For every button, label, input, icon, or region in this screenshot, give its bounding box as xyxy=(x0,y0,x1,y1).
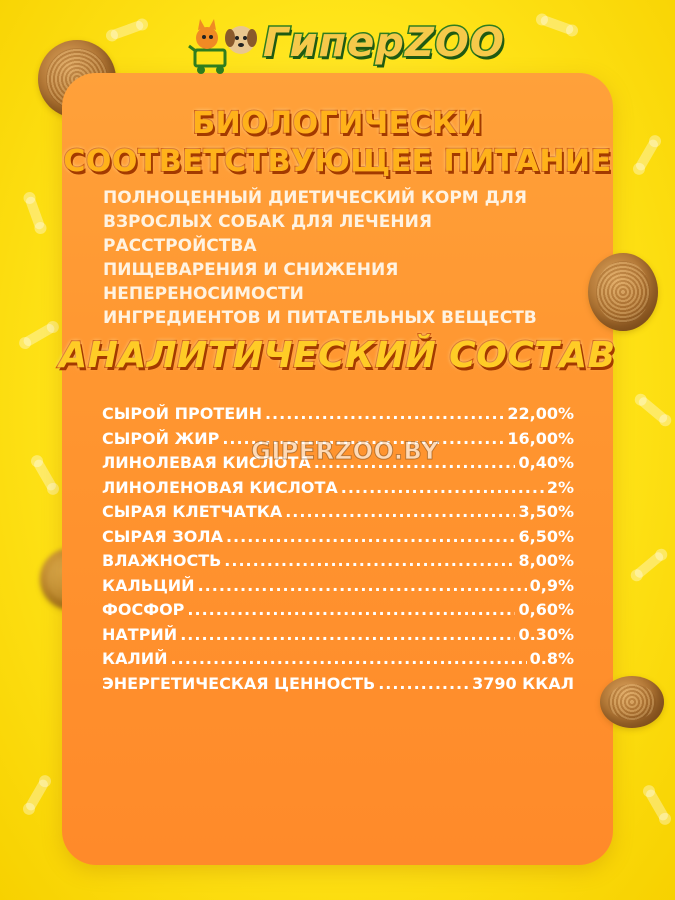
dot-leader xyxy=(226,527,516,546)
nutrient-name: НАТРИЙ xyxy=(102,624,178,644)
nutrient-name: ЛИНОЛЕНОВАЯ КИСЛОТА xyxy=(102,477,338,497)
bone-icon xyxy=(32,458,58,492)
analysis-heading: АНАЛИТИЧЕСКИЙ СОСТАВ xyxy=(59,335,616,376)
nutrient-value: 3,50% xyxy=(518,502,574,521)
dot-leader xyxy=(224,551,515,570)
bone-icon xyxy=(109,19,144,40)
dot-leader xyxy=(285,502,515,521)
table-row xyxy=(102,600,574,625)
dot-leader xyxy=(222,429,504,448)
bone-icon xyxy=(644,788,670,822)
nutrient-name: СЫРАЯ ЗОЛА xyxy=(102,526,223,546)
bone-icon xyxy=(633,550,665,580)
kibble-image xyxy=(600,676,664,728)
nutrient-value: 0,40% xyxy=(518,453,574,472)
table-row xyxy=(102,502,574,527)
title-line-2: СООТВЕТСТВУЮЩЕЕ ПИТАНИЕ xyxy=(63,144,612,179)
composition-table xyxy=(102,404,574,698)
table-row xyxy=(102,674,574,699)
dot-leader xyxy=(187,600,515,619)
dot-leader xyxy=(378,674,469,693)
description-line: ПИЩЕВАРЕНИЯ И СНИЖЕНИЯ НЕПЕРЕНОСИМОСТИ xyxy=(103,260,399,304)
title-line-1: БИОЛОГИЧЕСКИ xyxy=(192,106,483,141)
logo-wordmark: ГиперZOO xyxy=(263,20,505,66)
table-row xyxy=(102,404,574,429)
nutrient-name: КАЛИЙ xyxy=(102,649,168,668)
nutrient-name: ФОСФОР xyxy=(102,600,185,619)
nutrient-value: 6,50% xyxy=(518,526,574,546)
nutrient-value: 0.30% xyxy=(518,624,574,644)
description-line: ПОЛНОЦЕННЫЙ ДИЕТИЧЕСКИЙ КОРМ ДЛЯ xyxy=(103,188,527,208)
nutrient-value: 0.8% xyxy=(529,649,574,668)
table-row xyxy=(102,551,574,576)
nutrient-name: ЛИНОЛЕВАЯ КИСЛОТА xyxy=(102,453,311,472)
dot-leader xyxy=(314,453,516,472)
bone-icon xyxy=(24,778,50,812)
table-row xyxy=(102,453,574,478)
dot-leader xyxy=(198,576,527,595)
bone-icon xyxy=(24,195,45,230)
nutrient-name: ЭНЕРГЕТИЧЕСКАЯ ЦЕННОСТЬ xyxy=(102,673,376,693)
description-line: ИНГРЕДИЕНТОВ И ПИТАТЕЛЬНЫХ ВЕЩЕСТВ xyxy=(103,308,537,328)
dot-leader xyxy=(180,625,515,644)
product-description xyxy=(103,186,583,330)
nutrient-name: СЫРОЙ ЖИР xyxy=(102,428,220,448)
dot-leader xyxy=(341,478,544,497)
nutrient-value: 2% xyxy=(546,477,574,497)
nutrient-value: 3790 ККАЛ xyxy=(472,673,574,693)
nutrient-name: ВЛАЖНОСТЬ xyxy=(102,551,222,570)
kibble-image xyxy=(588,253,658,331)
dot-leader xyxy=(265,404,504,423)
nutrient-value: 0,60% xyxy=(518,600,574,619)
nutrient-value: 16,00% xyxy=(507,428,574,448)
table-row xyxy=(102,527,574,552)
nutrient-value: 22,00% xyxy=(507,404,574,423)
bone-icon xyxy=(539,14,574,35)
nutrient-value: 0,9% xyxy=(529,575,574,595)
description-line: ВЗРОСЛЫХ СОБАК ДЛЯ ЛЕЧЕНИЯ РАССТРОЙСТВА xyxy=(103,212,432,256)
table-row xyxy=(102,625,574,650)
page-title xyxy=(0,105,675,181)
dot-leader xyxy=(171,649,527,668)
brand-logo[interactable] xyxy=(185,16,505,78)
nutrient-value: 8,00% xyxy=(518,551,574,570)
nutrient-name: СЫРОЙ ПРОТЕИН xyxy=(102,404,262,423)
nutrient-name: СЫРАЯ КЛЕТЧАТКА xyxy=(102,502,283,521)
bone-icon xyxy=(637,395,669,425)
table-row xyxy=(102,429,574,454)
table-row xyxy=(102,576,574,601)
nutrient-name: КАЛЬЦИЙ xyxy=(102,575,195,595)
cat-and-dog-cart-icon xyxy=(185,16,265,78)
table-row xyxy=(102,649,574,674)
table-row xyxy=(102,478,574,503)
watermark: GIPERZOO.BY xyxy=(251,437,439,465)
